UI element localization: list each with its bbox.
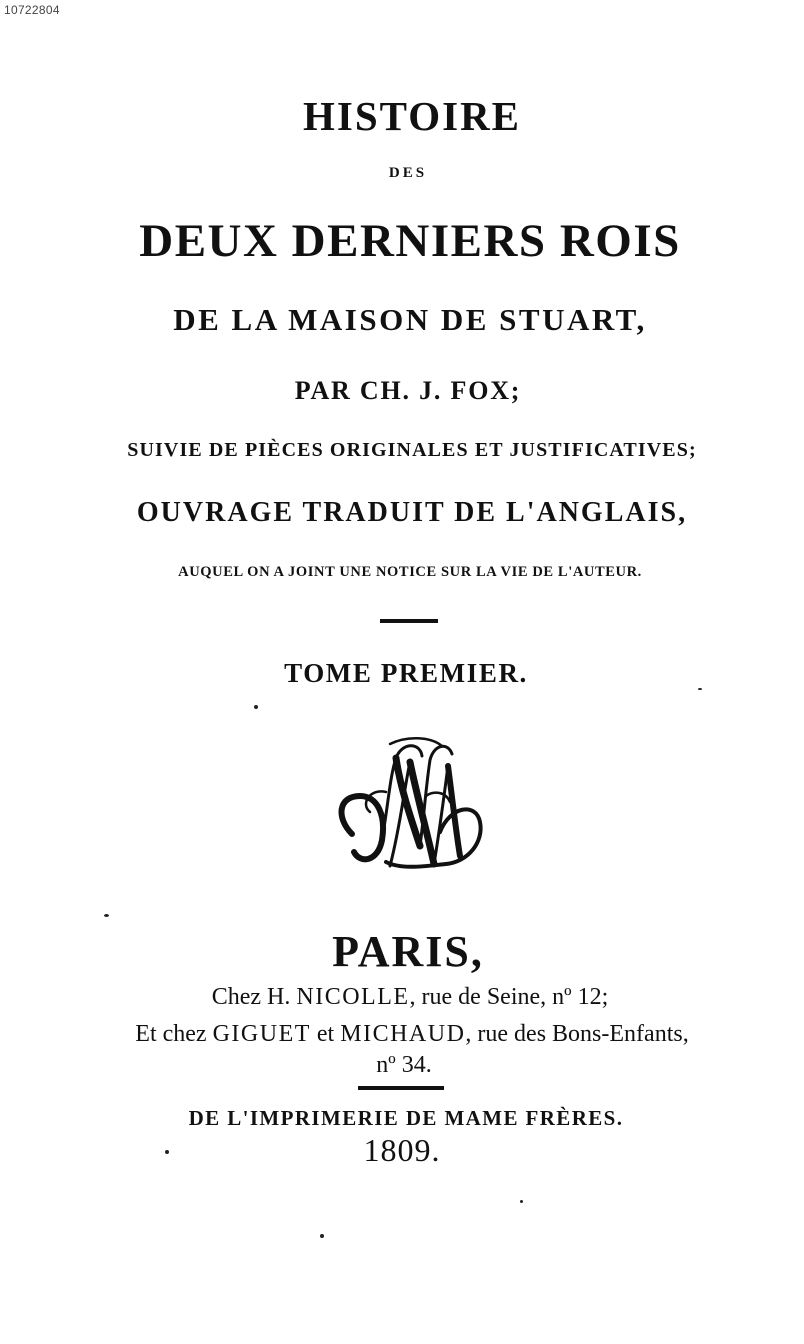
scan-speck <box>104 914 109 917</box>
publisher-monogram-icon <box>330 736 490 878</box>
title-histoire: HISTOIRE <box>302 93 522 139</box>
scan-id: 10722804 <box>4 3 60 17</box>
imprint-line-2 <box>10 1022 804 1046</box>
publisher-name-michaud: MICHAUD <box>340 1021 466 1047</box>
title-main: DEUX DERNIERS ROIS <box>139 215 681 267</box>
printer-line: DE L'IMPRIMERIE DE MAME FRÈRES. <box>188 1106 624 1130</box>
title-des: DES <box>388 165 428 181</box>
scan-speck <box>698 688 702 690</box>
subtitle-suivie: SUIVIE DE PIÈCES ORIGINALES ET JUSTIFICATIVES; <box>127 439 697 461</box>
imprint-line-2-mid: et <box>310 1021 341 1047</box>
imprint-line-1-suffix: , rue de Seine, nº 12; <box>409 984 609 1010</box>
imprint-line-3: nº 34. <box>376 1052 432 1078</box>
rule-top <box>380 619 438 623</box>
publisher-name-nicolle: NICOLLE <box>296 984 410 1010</box>
subtitle-auquel: AUQUEL ON A JOINT UNE NOTICE SUR LA VIE DE L'AUTEUR. <box>178 564 642 580</box>
scan-speck <box>320 1234 324 1238</box>
scan-speck <box>520 1200 523 1203</box>
scan-speck <box>254 705 258 709</box>
imprint-line-2-suffix: , rue des Bons-Enfants, <box>465 1021 689 1047</box>
publisher-name-giguet: GIGUET <box>212 1021 311 1047</box>
rule-bottom <box>358 1086 444 1090</box>
author-line: PAR CH. J. FOX; <box>294 376 522 405</box>
subtitle-ouvrage: OUVRAGE TRADUIT DE L'ANGLAIS, <box>136 497 688 528</box>
scan-speck <box>165 1150 169 1154</box>
imprint-city: PARIS, <box>332 927 484 976</box>
volume-title: TOME PREMIER. <box>284 658 528 688</box>
publication-year: 1809. <box>363 1132 441 1168</box>
imprint-line-1-prefix: Chez H. <box>211 984 297 1010</box>
imprint-line-1 <box>8 985 804 1009</box>
title-maison: DE LA MAISON DE STUART, <box>173 302 647 337</box>
imprint-line-2-prefix: Et chez <box>135 1021 213 1047</box>
